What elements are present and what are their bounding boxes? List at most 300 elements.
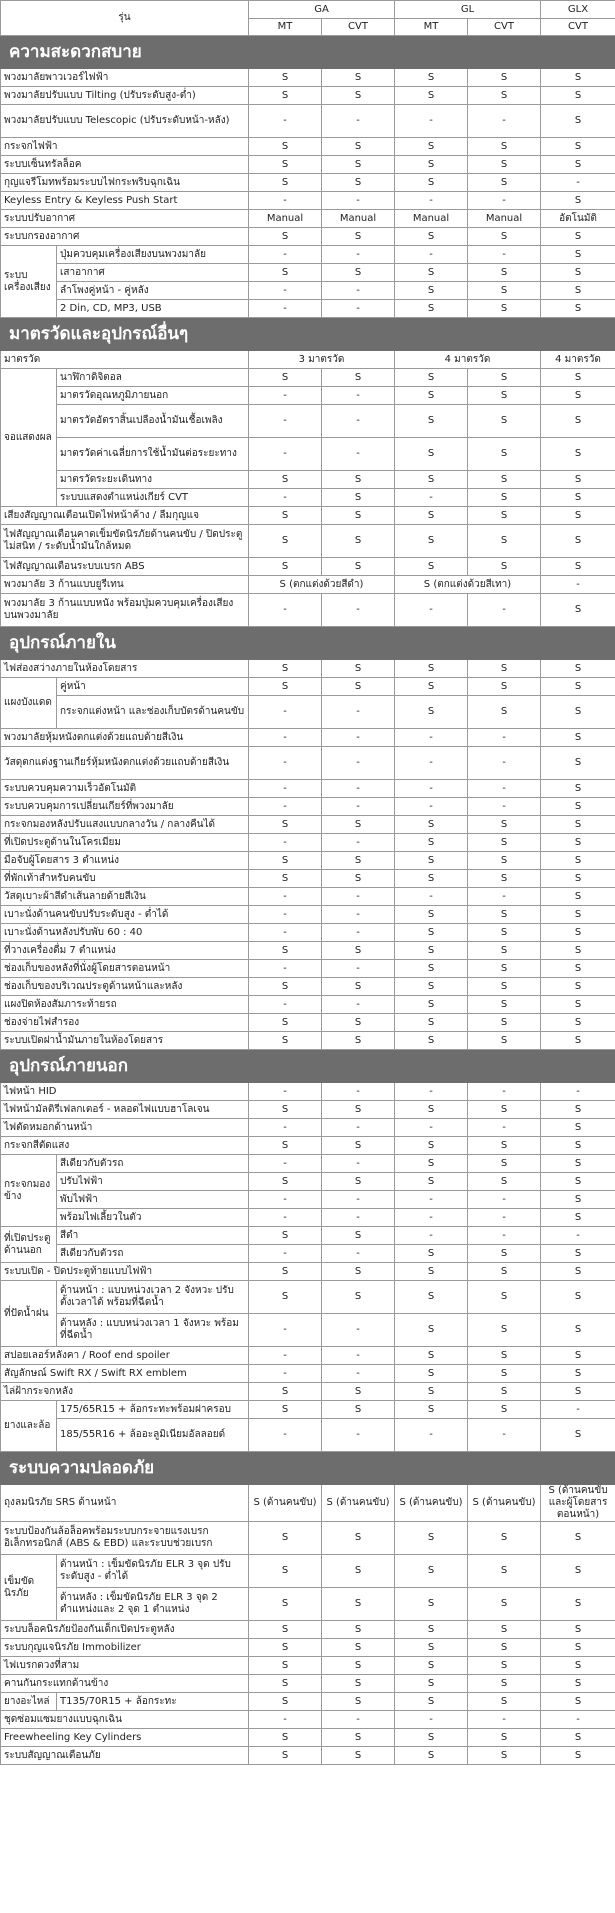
spec-value: S bbox=[541, 1621, 615, 1639]
spec-row bbox=[1, 264, 615, 282]
spec-value: - bbox=[249, 780, 322, 798]
spec-label: นาฬิกาดิจิตอล bbox=[57, 369, 249, 387]
spec-value: S bbox=[395, 264, 468, 282]
spec-value: - bbox=[322, 1209, 395, 1227]
spec-value: S bbox=[322, 1032, 395, 1050]
spec-value: S bbox=[249, 942, 322, 960]
spec-value: S bbox=[468, 69, 541, 87]
spec-label: ชุดซ่อมแซมยางแบบฉุกเฉิน bbox=[1, 1711, 249, 1729]
spec-value: S bbox=[249, 1281, 322, 1314]
spec-value: S bbox=[468, 1263, 541, 1281]
spec-row bbox=[1, 1639, 615, 1657]
spec-row bbox=[1, 489, 615, 507]
spec-value: S bbox=[322, 1621, 395, 1639]
spec-label: พวงมาลัยปรับแบบ Tilting (ปรับระดับสูง-ต่ำ) bbox=[1, 87, 249, 105]
spec-value: S bbox=[249, 1522, 322, 1555]
spec-row bbox=[1, 942, 615, 960]
spec-value: - bbox=[395, 747, 468, 780]
spec-label: 185/55R16 + ล้ออะลูมิเนียมอัลลอยด์ bbox=[57, 1419, 249, 1452]
spec-row bbox=[1, 69, 615, 87]
spec-value: S bbox=[541, 1032, 615, 1050]
spec-value: S bbox=[249, 1032, 322, 1050]
spec-label: ด้านหน้า : เข็มขัดนิรภัย ELR 3 จุด ปรับระดับสูง - ต่ำได้ bbox=[57, 1555, 249, 1588]
spec-value: S bbox=[541, 471, 615, 489]
spec-value: - bbox=[395, 246, 468, 264]
spec-label: Keyless Entry & Keyless Push Start bbox=[1, 192, 249, 210]
spec-label: ไฟสัญญาณเตือนระบบเบรก ABS bbox=[1, 558, 249, 576]
spec-value: S bbox=[322, 1555, 395, 1588]
spec-value: S bbox=[468, 1621, 541, 1639]
spec-row bbox=[1, 834, 615, 852]
spec-value: S bbox=[468, 1675, 541, 1693]
spec-row bbox=[1, 1693, 615, 1711]
spec-value: S bbox=[395, 1173, 468, 1191]
spec-value: S bbox=[541, 1119, 615, 1137]
spec-label: ระบบปรับอากาศ bbox=[1, 210, 249, 228]
spec-label: ระบบสัญญาณเตือนภัย bbox=[1, 1747, 249, 1765]
spec-value: - bbox=[249, 1314, 322, 1347]
spec-value: S bbox=[541, 834, 615, 852]
spec-value: - bbox=[395, 105, 468, 138]
spec-value: S bbox=[468, 87, 541, 105]
spec-value: - bbox=[541, 174, 615, 192]
spec-value: - bbox=[249, 924, 322, 942]
spec-value: - bbox=[395, 729, 468, 747]
spec-value: S bbox=[541, 138, 615, 156]
spec-value: S bbox=[249, 264, 322, 282]
spec-value: S bbox=[395, 138, 468, 156]
spec-value: 4 มาตรวัด bbox=[395, 351, 541, 369]
spec-row bbox=[1, 1137, 615, 1155]
spec-value: S bbox=[541, 1155, 615, 1173]
spec-row bbox=[1, 369, 615, 387]
spec-label: ไฟเบรกดวงที่สาม bbox=[1, 1657, 249, 1675]
spec-value: S bbox=[468, 156, 541, 174]
spec-value: - bbox=[249, 798, 322, 816]
spec-value: S bbox=[322, 264, 395, 282]
spec-label: 2 Din, CD, MP3, USB bbox=[57, 300, 249, 318]
spec-value: S bbox=[249, 978, 322, 996]
spec-value: S bbox=[541, 816, 615, 834]
header-grade: GA bbox=[249, 1, 395, 19]
spec-value: - bbox=[468, 1191, 541, 1209]
spec-value: S bbox=[468, 1032, 541, 1050]
spec-value: S bbox=[541, 1639, 615, 1657]
spec-row bbox=[1, 1281, 615, 1314]
spec-value: S bbox=[395, 558, 468, 576]
spec-label: มือจับผู้โดยสาร 3 ตำแหน่ง bbox=[1, 852, 249, 870]
spec-value: S bbox=[322, 678, 395, 696]
spec-value: S bbox=[541, 369, 615, 387]
spec-value: - bbox=[249, 1155, 322, 1173]
group-label: ที่เปิดประตูด้านนอก bbox=[1, 1227, 57, 1263]
spec-value: - bbox=[322, 798, 395, 816]
spec-value: - bbox=[468, 729, 541, 747]
spec-value: S bbox=[249, 138, 322, 156]
spec-value: - bbox=[322, 192, 395, 210]
spec-value: S bbox=[541, 747, 615, 780]
spec-value: S bbox=[468, 1401, 541, 1419]
spec-value: S bbox=[468, 438, 541, 471]
spec-value: S bbox=[541, 729, 615, 747]
spec-label: ช่องเก็บของหลังที่นั่งผู้โดยสารตอนหน้า bbox=[1, 960, 249, 978]
spec-value: S bbox=[541, 1314, 615, 1347]
spec-value: S bbox=[395, 1522, 468, 1555]
spec-label: ระบบป้องกันล้อล็อคพร้อมระบบกระจายแรงเบรกอิเล็กทรอนิกส์ (ABS & EBD) และระบบช่วยเบรก bbox=[1, 1522, 249, 1555]
spec-value: S bbox=[468, 1365, 541, 1383]
spec-value: S bbox=[541, 246, 615, 264]
spec-value: - bbox=[468, 1209, 541, 1227]
spec-value: - bbox=[322, 780, 395, 798]
spec-value: - bbox=[249, 438, 322, 471]
spec-value: - bbox=[249, 747, 322, 780]
spec-label: พวงมาลัย 3 ก้านแบบยูรีเทน bbox=[1, 576, 249, 594]
spec-value: S bbox=[249, 1693, 322, 1711]
spec-label: ที่วางเครื่องดื่ม 7 ตำแหน่ง bbox=[1, 942, 249, 960]
spec-value: - bbox=[322, 906, 395, 924]
spec-value: S bbox=[249, 1263, 322, 1281]
spec-row bbox=[1, 87, 615, 105]
spec-row bbox=[1, 525, 615, 558]
spec-label: กระจกไฟฟ้า bbox=[1, 138, 249, 156]
spec-value: S bbox=[541, 696, 615, 729]
spec-value: S bbox=[468, 558, 541, 576]
spec-value: S bbox=[468, 525, 541, 558]
spec-value: S bbox=[249, 69, 322, 87]
spec-value: S bbox=[322, 471, 395, 489]
spec-value: S (ตกแต่งด้วยสีเทา) bbox=[395, 576, 541, 594]
spec-row bbox=[1, 1365, 615, 1383]
spec-row bbox=[1, 696, 615, 729]
spec-value: S bbox=[395, 1263, 468, 1281]
spec-label: สัญลักษณ์ Swift RX / Swift RX emblem bbox=[1, 1365, 249, 1383]
spec-value: S bbox=[541, 1365, 615, 1383]
spec-value: S bbox=[541, 996, 615, 1014]
spec-value: S bbox=[249, 816, 322, 834]
spec-label: สปอยเลอร์หลังคา / Roof end spoiler bbox=[1, 1347, 249, 1365]
spec-label: มาตรวัดค่าเฉลี่ยการใช้น้ำมันต่อระยะทาง bbox=[57, 438, 249, 471]
spec-value: S bbox=[541, 525, 615, 558]
spec-value: - bbox=[322, 1119, 395, 1137]
spec-value: - bbox=[395, 780, 468, 798]
spec-value: S bbox=[249, 174, 322, 192]
spec-value: S bbox=[249, 870, 322, 888]
spec-value: S bbox=[468, 489, 541, 507]
spec-value: S bbox=[395, 1014, 468, 1032]
spec-label: ไฟสัญญาณเตือนคาดเข็มขัดนิรภัยด้านคนขับ / ปิดประตูไม่สนิท / ระดับน้ำมันใกล้หมด bbox=[1, 525, 249, 558]
spec-value: S bbox=[468, 870, 541, 888]
spec-value: S bbox=[395, 1693, 468, 1711]
spec-value: S bbox=[322, 1693, 395, 1711]
spec-row bbox=[1, 780, 615, 798]
spec-row bbox=[1, 1155, 615, 1173]
spec-value: - bbox=[249, 729, 322, 747]
spec-row bbox=[1, 1485, 615, 1522]
spec-row bbox=[1, 351, 615, 369]
spec-value: S bbox=[322, 1227, 395, 1245]
spec-value: S bbox=[468, 138, 541, 156]
spec-row bbox=[1, 246, 615, 264]
spec-value: - bbox=[249, 387, 322, 405]
section-header-row bbox=[1, 36, 615, 69]
spec-value: S bbox=[249, 1639, 322, 1657]
spec-label: พวงมาลัย 3 ก้านแบบหนัง พร้อมปุ่มควบคุมเครื่องเสียงบนพวงมาลัย bbox=[1, 594, 249, 627]
spec-value: S bbox=[249, 1014, 322, 1032]
group-label: จอแสดงผล bbox=[1, 369, 57, 507]
spec-value: S bbox=[322, 1383, 395, 1401]
spec-row bbox=[1, 210, 615, 228]
spec-label: ปรับไฟฟ้า bbox=[57, 1173, 249, 1191]
spec-value: อัตโนมัติ bbox=[541, 210, 615, 228]
spec-value: S bbox=[468, 906, 541, 924]
spec-value: - bbox=[249, 105, 322, 138]
spec-value: S bbox=[395, 996, 468, 1014]
spec-value: S bbox=[468, 507, 541, 525]
spec-value: - bbox=[395, 1419, 468, 1452]
spec-label: ปุ่มควบคุมเครื่องเสียงบนพวงมาลัย bbox=[57, 246, 249, 264]
spec-value: S bbox=[541, 105, 615, 138]
spec-value: - bbox=[249, 1711, 322, 1729]
spec-value: S bbox=[395, 438, 468, 471]
spec-value: S bbox=[468, 405, 541, 438]
spec-label: ระบบแสดงตำแหน่งเกียร์ CVT bbox=[57, 489, 249, 507]
spec-value: S bbox=[395, 852, 468, 870]
spec-row bbox=[1, 747, 615, 780]
spec-value: - bbox=[249, 1347, 322, 1365]
spec-value: S bbox=[249, 1227, 322, 1245]
spec-label: ระบบกุญแจนิรภัย Immobilizer bbox=[1, 1639, 249, 1657]
spec-row bbox=[1, 1621, 615, 1639]
spec-row bbox=[1, 1209, 615, 1227]
spec-value: - bbox=[249, 960, 322, 978]
spec-value: - bbox=[322, 1419, 395, 1452]
section-title: ระบบความปลอดภัย bbox=[1, 1452, 615, 1485]
spec-value: S bbox=[541, 1101, 615, 1119]
spec-value: - bbox=[322, 282, 395, 300]
spec-label: Freewheeling Key Cylinders bbox=[1, 1729, 249, 1747]
spec-label: มาตรวัดอัตราสิ้นเปลืองน้ำมันเชื้อเพลิง bbox=[57, 405, 249, 438]
spec-row bbox=[1, 816, 615, 834]
spec-row bbox=[1, 1227, 615, 1245]
spec-table-body bbox=[1, 1, 615, 1765]
spec-value: S bbox=[468, 300, 541, 318]
spec-label: กระจกมองหลังปรับแสงแบบกลางวัน / กลางคืนได้ bbox=[1, 816, 249, 834]
header-grade-row bbox=[1, 1, 615, 19]
spec-value: - bbox=[249, 489, 322, 507]
spec-value: S bbox=[468, 960, 541, 978]
spec-value: - bbox=[322, 246, 395, 264]
spec-label: วัสดุตกแต่งฐานเกียร์หุ้มหนังตกแต่งด้วยแถบด้ายสีเงิน bbox=[1, 747, 249, 780]
spec-value: S bbox=[468, 1555, 541, 1588]
spec-label: พร้อมไฟเลี้ยวในตัว bbox=[57, 1209, 249, 1227]
spec-value: - bbox=[468, 888, 541, 906]
spec-row bbox=[1, 300, 615, 318]
spec-row bbox=[1, 405, 615, 438]
group-label: ยางอะไหล่ bbox=[1, 1693, 57, 1711]
spec-value: S bbox=[249, 660, 322, 678]
spec-value: S bbox=[395, 1137, 468, 1155]
spec-value: S bbox=[395, 1347, 468, 1365]
spec-row bbox=[1, 870, 615, 888]
spec-row bbox=[1, 729, 615, 747]
spec-label: คู่หน้า bbox=[57, 678, 249, 696]
spec-row bbox=[1, 1191, 615, 1209]
spec-value: - bbox=[541, 1401, 615, 1419]
spec-value: S bbox=[468, 678, 541, 696]
spec-value: S bbox=[322, 507, 395, 525]
spec-value: S bbox=[395, 1657, 468, 1675]
spec-value: S bbox=[322, 1101, 395, 1119]
spec-value: S bbox=[322, 1522, 395, 1555]
spec-value: - bbox=[468, 1419, 541, 1452]
spec-label: ระบบควบคุมความเร็วอัตโนมัติ bbox=[1, 780, 249, 798]
spec-value: S bbox=[249, 1675, 322, 1693]
spec-value: S bbox=[468, 1155, 541, 1173]
spec-value: S bbox=[541, 888, 615, 906]
spec-value: S bbox=[541, 780, 615, 798]
spec-label: พวงมาลัยพาวเวอร์ไฟฟ้า bbox=[1, 69, 249, 87]
spec-value: S bbox=[541, 1693, 615, 1711]
spec-label: เบาะนั่งด้านคนขับปรับระดับสูง - ต่ำได้ bbox=[1, 906, 249, 924]
spec-value: - bbox=[468, 1711, 541, 1729]
spec-value: S bbox=[541, 960, 615, 978]
spec-value: S bbox=[249, 852, 322, 870]
spec-value: S bbox=[249, 228, 322, 246]
spec-value: S bbox=[541, 1014, 615, 1032]
spec-row bbox=[1, 558, 615, 576]
spec-row bbox=[1, 852, 615, 870]
spec-value: - bbox=[395, 1191, 468, 1209]
spec-value: - bbox=[468, 1119, 541, 1137]
spec-row bbox=[1, 192, 615, 210]
spec-value: S bbox=[395, 387, 468, 405]
spec-value: S bbox=[541, 924, 615, 942]
spec-label: กุญแจรีโมทพร้อมระบบไฟกระพริบฉุกเฉิน bbox=[1, 174, 249, 192]
section-header-row bbox=[1, 1452, 615, 1485]
spec-value: S bbox=[322, 369, 395, 387]
spec-value: S bbox=[322, 156, 395, 174]
spec-value: S bbox=[395, 696, 468, 729]
spec-value: S bbox=[541, 87, 615, 105]
spec-row bbox=[1, 1032, 615, 1050]
spec-value: S bbox=[395, 1155, 468, 1173]
spec-value: S bbox=[541, 1281, 615, 1314]
spec-row bbox=[1, 387, 615, 405]
spec-label: ที่พักเท้าสำหรับคนขับ bbox=[1, 870, 249, 888]
spec-value: S bbox=[249, 525, 322, 558]
spec-value: S bbox=[322, 1137, 395, 1155]
spec-value: S bbox=[322, 1263, 395, 1281]
spec-value: S bbox=[395, 870, 468, 888]
spec-value: S (ด้านคนขับ) bbox=[395, 1485, 468, 1522]
spec-row bbox=[1, 1347, 615, 1365]
spec-value: S bbox=[395, 1383, 468, 1401]
spec-row bbox=[1, 906, 615, 924]
spec-row bbox=[1, 174, 615, 192]
spec-value: - bbox=[395, 594, 468, 627]
spec-value: 4 มาตรวัด bbox=[541, 351, 615, 369]
spec-value: S bbox=[468, 1588, 541, 1621]
spec-value: - bbox=[322, 1155, 395, 1173]
spec-value: S bbox=[468, 1383, 541, 1401]
spec-label: สีดำ bbox=[57, 1227, 249, 1245]
spec-value: Manual bbox=[395, 210, 468, 228]
spec-row bbox=[1, 798, 615, 816]
spec-value: S bbox=[468, 1347, 541, 1365]
spec-value: - bbox=[249, 888, 322, 906]
spec-value: S bbox=[322, 1657, 395, 1675]
spec-value: - bbox=[395, 1711, 468, 1729]
spec-value: S bbox=[322, 228, 395, 246]
spec-row bbox=[1, 1657, 615, 1675]
spec-value: S bbox=[468, 1693, 541, 1711]
spec-value: S (ด้านคนขับ) bbox=[322, 1485, 395, 1522]
spec-value: - bbox=[395, 192, 468, 210]
spec-value: S bbox=[249, 471, 322, 489]
spec-value: - bbox=[249, 906, 322, 924]
spec-value: - bbox=[322, 1083, 395, 1101]
spec-value: - bbox=[541, 576, 615, 594]
spec-value: S bbox=[395, 69, 468, 87]
group-label: กระจกมองข้าง bbox=[1, 1155, 57, 1227]
spec-value: S bbox=[395, 1314, 468, 1347]
spec-value: S bbox=[541, 1588, 615, 1621]
spec-value: Manual bbox=[468, 210, 541, 228]
spec-value: S bbox=[322, 942, 395, 960]
spec-label: วัสดุเบาะผ้าสีดำเส้นลายด้ายสีเงิน bbox=[1, 888, 249, 906]
spec-value: S bbox=[541, 507, 615, 525]
spec-value: S bbox=[468, 264, 541, 282]
spec-value: S bbox=[395, 405, 468, 438]
spec-value: - bbox=[322, 438, 395, 471]
spec-value: S bbox=[541, 942, 615, 960]
spec-value: - bbox=[468, 798, 541, 816]
spec-value: S bbox=[468, 696, 541, 729]
spec-value: S bbox=[395, 960, 468, 978]
spec-value: S bbox=[322, 1014, 395, 1032]
spec-value: S bbox=[541, 489, 615, 507]
spec-value: S bbox=[322, 174, 395, 192]
spec-value: S bbox=[249, 1747, 322, 1765]
spec-value: - bbox=[249, 282, 322, 300]
section-header-row bbox=[1, 627, 615, 660]
header-transmission: CVT bbox=[468, 19, 541, 36]
spec-row bbox=[1, 660, 615, 678]
spec-value: S (ด้านคนขับและผู้โดยสารตอนหน้า) bbox=[541, 1485, 615, 1522]
spec-value: S bbox=[395, 1621, 468, 1639]
spec-label: พวงมาลัยหุ้มหนังตกแต่งด้วยแถบด้ายสีเงิน bbox=[1, 729, 249, 747]
spec-value: S bbox=[322, 1747, 395, 1765]
spec-value: S bbox=[395, 678, 468, 696]
spec-row bbox=[1, 1314, 615, 1347]
spec-value: - bbox=[249, 996, 322, 1014]
spec-value: S bbox=[468, 660, 541, 678]
spec-value: S bbox=[395, 942, 468, 960]
spec-value: - bbox=[249, 405, 322, 438]
spec-value: S bbox=[395, 1281, 468, 1314]
spec-value: S bbox=[468, 1729, 541, 1747]
spec-value: S bbox=[395, 282, 468, 300]
spec-value: - bbox=[395, 1227, 468, 1245]
spec-row bbox=[1, 1083, 615, 1101]
spec-value: S bbox=[468, 228, 541, 246]
group-label: ระบบเครื่องเสียง bbox=[1, 246, 57, 318]
spec-value: - bbox=[322, 888, 395, 906]
spec-value: S bbox=[541, 1657, 615, 1675]
spec-value: S bbox=[541, 978, 615, 996]
spec-value: S bbox=[395, 1675, 468, 1693]
spec-value: S bbox=[249, 1657, 322, 1675]
